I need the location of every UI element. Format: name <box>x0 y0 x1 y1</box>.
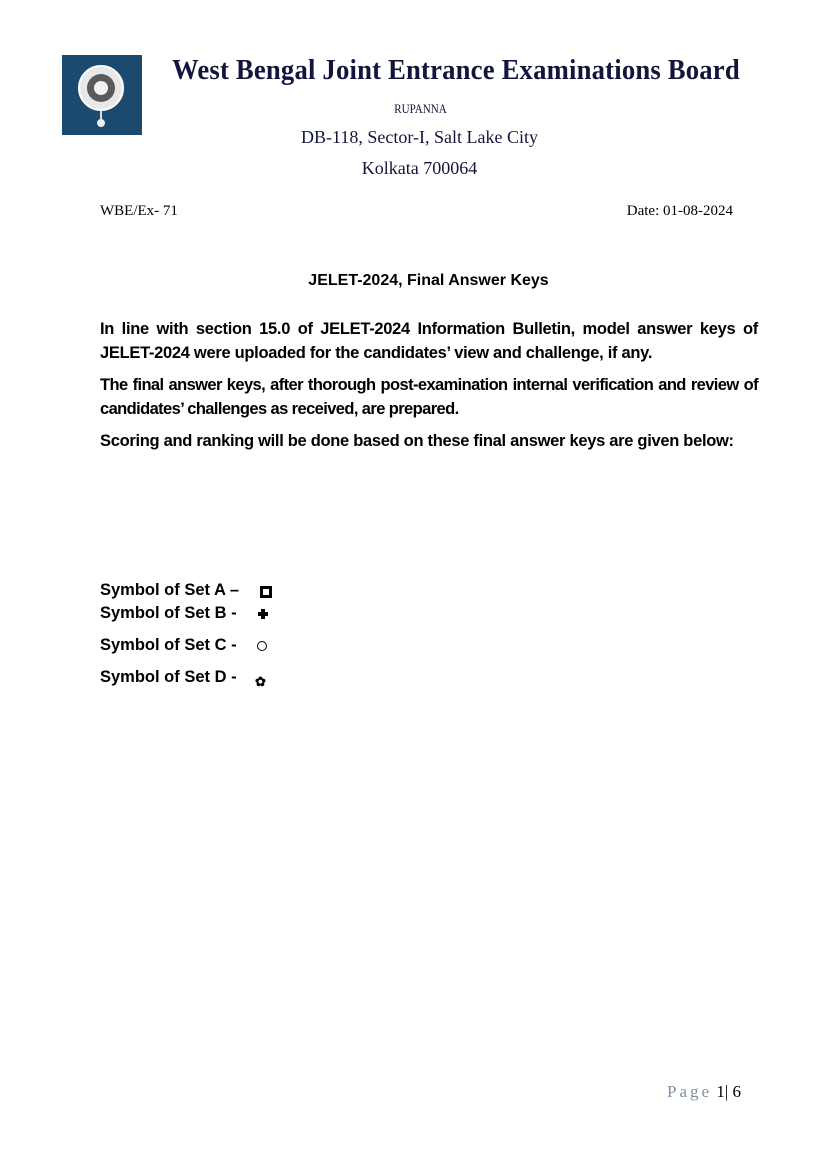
page-separator: | <box>724 1082 729 1101</box>
symbol-set-c <box>100 636 250 658</box>
document-title: JELET-2024, Final Answer Keys <box>308 272 549 289</box>
symbol-label: Symbol of Set B - <box>100 604 237 622</box>
hollow-square-icon <box>260 586 272 598</box>
current-page: 1 <box>716 1082 725 1101</box>
symbol-set-b <box>100 604 250 626</box>
address-line-1: DB-118, Sector-I, Salt Lake City <box>301 127 538 147</box>
flower-icon: ✿ <box>255 674 266 689</box>
symbol-label: Symbol of Set A – <box>100 581 240 599</box>
total-pages: 6 <box>732 1082 741 1101</box>
reference-number: WBE/Ex- 71 <box>100 203 178 219</box>
symbol-label: Symbol of Set D - <box>100 668 237 686</box>
plus-icon <box>258 609 268 619</box>
organization-title: West Bengal Joint Entrance Examinations Board <box>172 54 740 86</box>
circle-icon <box>257 641 267 651</box>
issue-date: Date: 01-08-2024 <box>626 203 733 219</box>
paragraph-scoring: Scoring and ranking will be done based on these final answer keys are given below: <box>100 432 734 450</box>
address-line-2: Kolkata 700064 <box>361 158 478 178</box>
seal-pendant-icon <box>97 119 105 127</box>
paragraph-intro: In line with section 15.0 of JELET-2024 Information Bulletin, model answer keys of JELET-2024 were uploaded for the candidates’ view and challenge, if any. <box>100 320 758 362</box>
symbol-set-a <box>100 581 250 603</box>
page-label: Page <box>667 1082 713 1101</box>
symbol-set-d <box>100 668 266 690</box>
building-name: RUPANNA <box>394 101 447 116</box>
paragraph-verification: The final answer keys, after thorough post-examination internal verification and review of candidates’ challenges as received, are prepared. <box>100 376 758 418</box>
board-logo <box>62 55 142 135</box>
page-footer <box>667 1082 741 1102</box>
symbol-label: Symbol of Set C - <box>100 636 237 654</box>
